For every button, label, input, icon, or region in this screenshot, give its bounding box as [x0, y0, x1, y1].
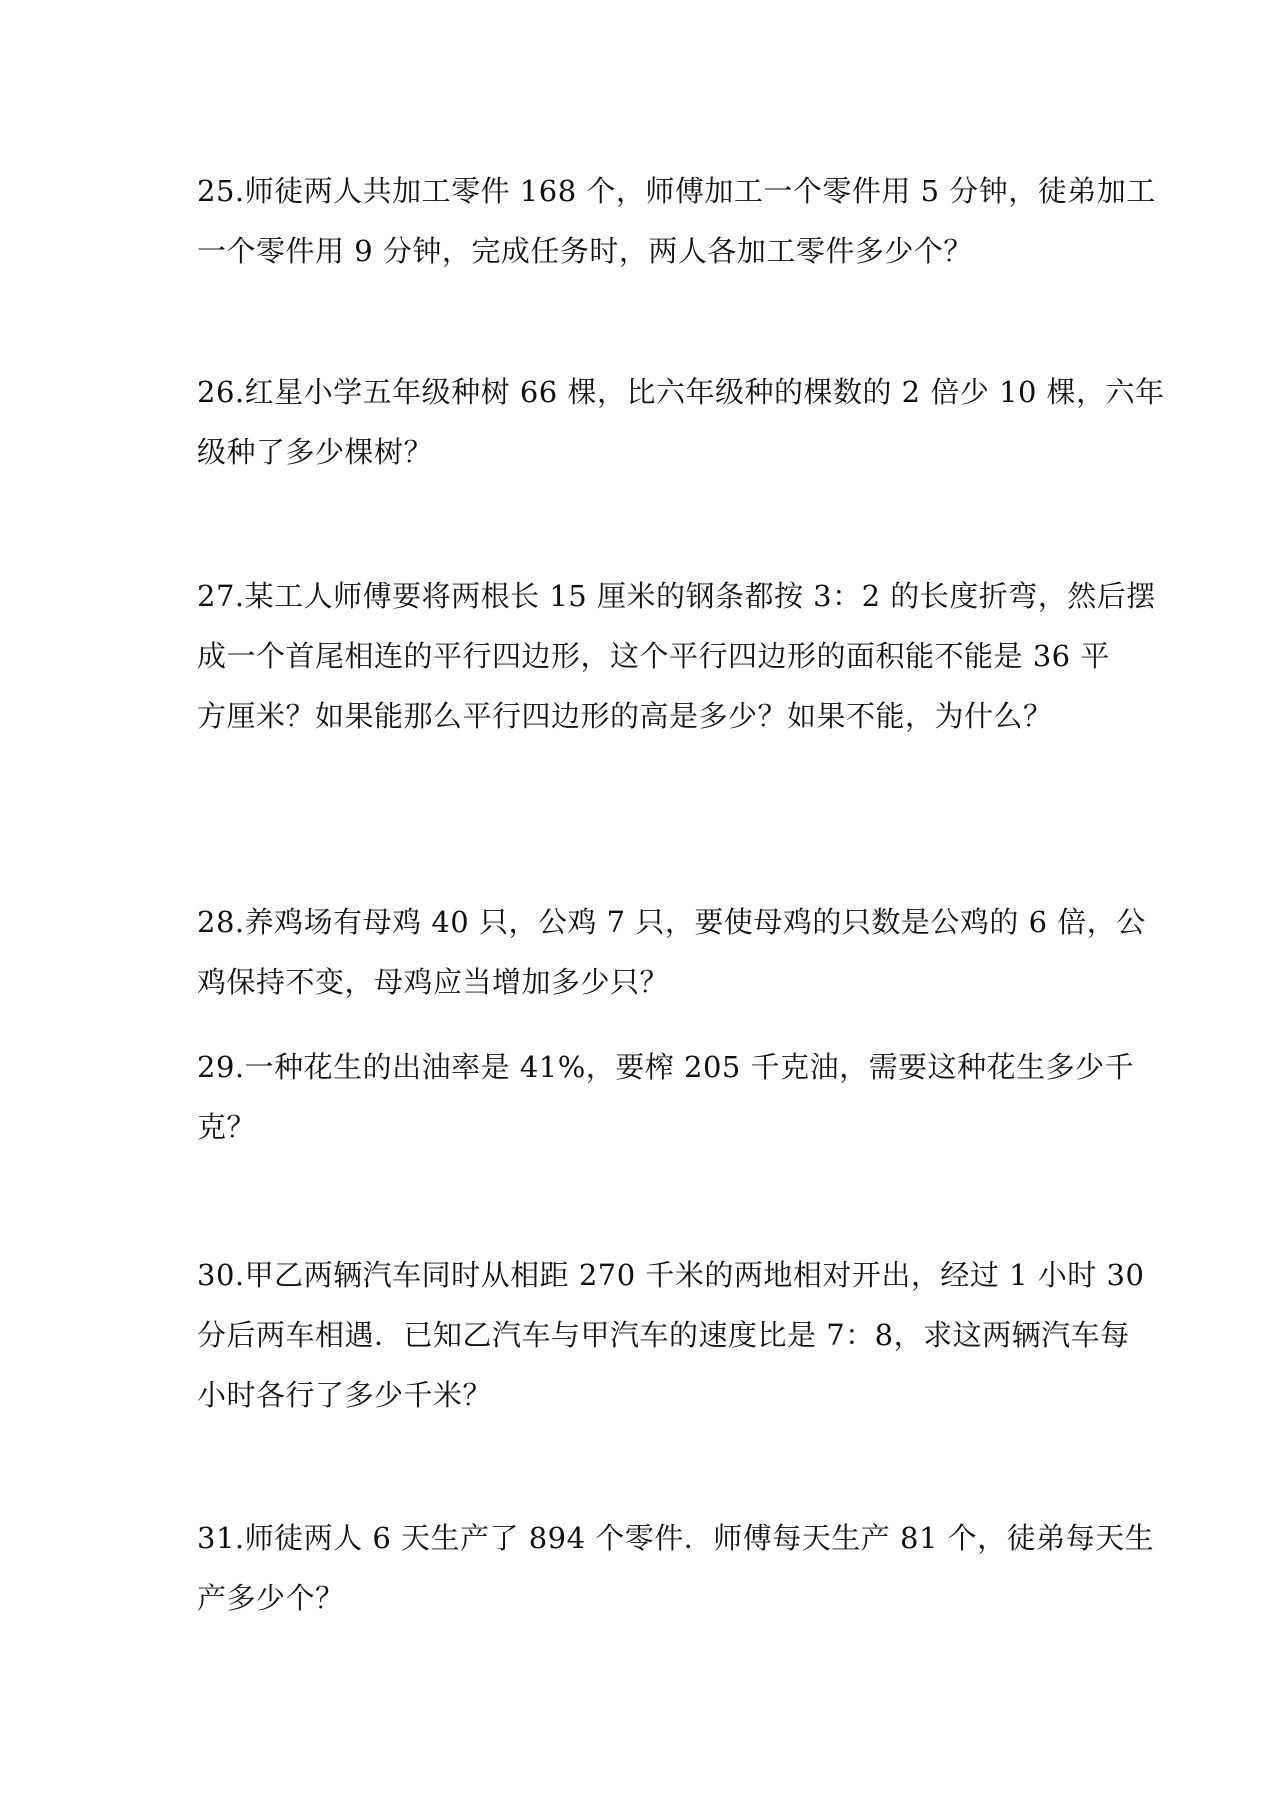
problem-30 — [197, 1245, 1145, 1425]
problem-25-line-1: 25.师徒两人共加工零件 168 个，师傅加工一个零件用 5 分钟，徒弟加工 — [197, 174, 1156, 208]
problem-30-line-3: 小时各行了多少千米？ — [197, 1378, 493, 1412]
problem-31 — [197, 1508, 1155, 1628]
problem-26-line-2: 级种了多少棵树？ — [197, 435, 434, 469]
problem-30-line-1: 30.甲乙两辆汽车同时从相距 270 千米的两地相对开出，经过 1 小时 30 — [197, 1258, 1145, 1292]
problem-29 — [197, 1037, 1135, 1157]
problem-27 — [197, 566, 1156, 746]
problem-31-line-2: 产多少个？ — [197, 1581, 345, 1615]
problem-27-line-2: 成一个首尾相连的平行四边形，这个平行四边形的面积能不能是 36 平 — [197, 639, 1110, 673]
problem-31-line-1: 31.师徒两人 6 天生产了 894 个零件．师傅每天生产 81 个，徒弟每天生 — [197, 1521, 1155, 1555]
problem-28-line-2: 鸡保持不变，母鸡应当增加多少只？ — [197, 965, 670, 999]
problem-29-line-1: 29.一种花生的出油率是 41%，要榨 205 千克油，需要这种花生多少千 — [197, 1050, 1135, 1084]
problem-29-line-2: 克？ — [197, 1110, 257, 1144]
problem-27-line-1: 27.某工人师傅要将两根长 15 厘米的钢条都按 3：2 的长度折弯，然后摆 — [197, 579, 1156, 613]
problem-30-line-2: 分后两车相遇．已知乙汽车与甲汽车的速度比是 7：8，求这两辆汽车每 — [197, 1318, 1130, 1352]
problem-27-line-3: 方厘米？如果能那么平行四边形的高是多少？如果不能，为什么？ — [197, 699, 1053, 733]
problem-26 — [197, 362, 1165, 482]
problem-28-line-1: 28.养鸡场有母鸡 40 只，公鸡 7 只，要使母鸡的只数是公鸡的 6 倍，公 — [197, 905, 1146, 939]
problem-26-line-1: 26.红星小学五年级种树 66 棵，比六年级种的棵数的 2 倍少 10 棵，六年 — [197, 375, 1165, 409]
problem-25 — [197, 161, 1156, 281]
problem-25-line-2: 一个零件用 9 分钟，完成任务时，两人各加工零件多少个？ — [197, 234, 973, 268]
problem-28 — [197, 892, 1146, 1012]
